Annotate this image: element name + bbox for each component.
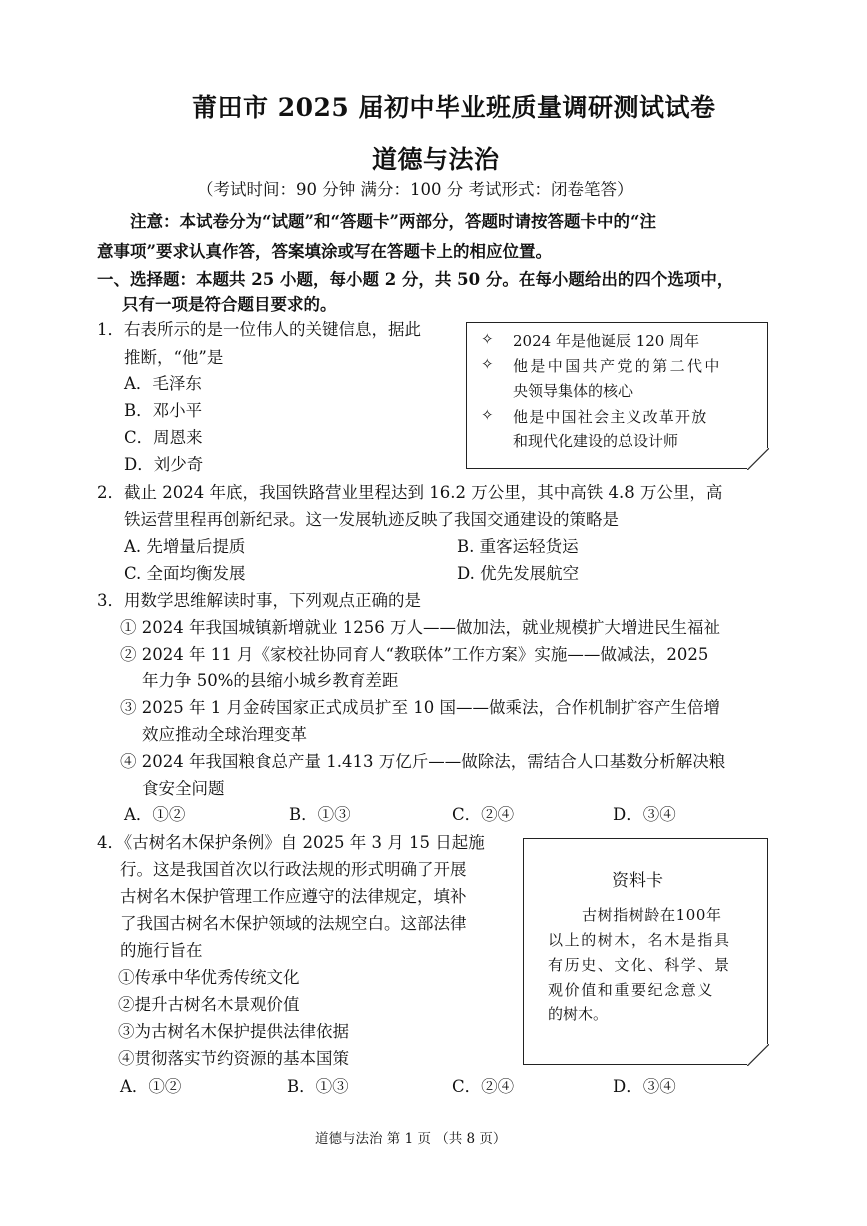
card-line-5: 的树木。 <box>548 1005 609 1023</box>
q4-stem-line-5: 的施行旨在 <box>120 941 203 960</box>
q2-option-b: B. 重客运轻货运 <box>457 537 579 556</box>
q1-option-c: C．周恩来 <box>124 428 203 447</box>
q3-item-4-cont: 食安全问题 <box>142 779 225 798</box>
q4-stem-line-1: 4．《古树名木保护条例》自 2025 年 3 月 15 日起施 <box>97 833 485 852</box>
q1-box-line-2: 他是中国共产党的第二代中 <box>513 357 722 375</box>
q2-stem-line-2: 铁运营里程再创新纪录。这一发展轨迹反映了我国交通建设的策略是 <box>124 510 619 529</box>
star-bullet-icon: ✧ <box>481 330 494 348</box>
section-heading-line-1: 一、选择题：本题共 25 小题，每小题 2 分，共 50 分。在每小题给出的四个选项中， <box>97 270 734 289</box>
card-title: 资料卡 <box>612 871 663 891</box>
q2-stem-line-1: 2．截止 2024 年底，我国铁路营业里程达到 16.2 万公里，其中高铁 4.8 万公里，高 <box>97 483 723 502</box>
notice-line-1: 注意：本试卷分为“试题”和“答题卡”两部分，答题时请按答题卡中的“注 <box>130 212 656 231</box>
page-footer: 道德与法治 第 1 页 （共 8 页） <box>315 1131 507 1147</box>
q2-option-c: C. 全面均衡发展 <box>124 564 246 583</box>
exam-info: （考试时间：90 分钟 满分：100 分 考试形式：闭卷笔答） <box>197 180 634 199</box>
card-line-4: 观价值和重要纪念意义 <box>548 981 715 999</box>
card-line-1: 古树指树龄在100年 <box>582 906 722 924</box>
q3-item-1: ① 2024 年我国城镇新增就业 1256 万人——做加法，就业规模扩大增进民生福祉 <box>120 618 720 637</box>
q3-option-d: D．③④ <box>613 805 676 824</box>
q1-box-line-1: 2024 年是他诞辰 120 周年 <box>513 332 700 350</box>
page-curl-decoration <box>747 448 769 470</box>
q1-option-a: A．毛泽东 <box>124 374 202 393</box>
subject-title: 道德与法治 <box>372 145 500 174</box>
q3-stem: 3．用数学思维解读时事，下列观点正确的是 <box>97 591 421 610</box>
star-bullet-icon: ✧ <box>481 406 494 424</box>
q3-option-a: A．①② <box>124 805 186 824</box>
q4-option-b: B．①③ <box>287 1077 349 1096</box>
q1-option-d: D．刘少奇 <box>124 455 204 474</box>
q4-item-3: ③为古树名木保护提供法律依据 <box>118 1022 349 1041</box>
q4-stem-line-4: 了我国古树名木保护领域的法规空白。这部法律 <box>120 914 467 933</box>
q4-item-4: ④贯彻落实节约资源的基本国策 <box>118 1049 349 1068</box>
q3-option-b: B．①③ <box>289 805 351 824</box>
q3-option-c: C．②④ <box>452 805 515 824</box>
q2-option-d: D. 优先发展航空 <box>457 564 580 583</box>
page-curl-decoration <box>747 1044 769 1066</box>
q1-box-line-4: 他是中国社会主义改革开放 <box>513 408 708 426</box>
q3-item-2: ② 2024 年 11 月《家校社协同育人“教联体”工作方案》实施——做减法，2025 <box>120 645 709 664</box>
q1-stem-line-1: 1．右表所示的是一位伟人的关键信息，据此 <box>97 320 421 339</box>
q3-item-2-cont: 年力争 50%的县缩小城乡教育差距 <box>142 671 399 690</box>
q4-option-a: A．①② <box>120 1077 182 1096</box>
q1-box-line-5: 和现代化建设的总设计师 <box>513 432 679 450</box>
card-line-3: 有历史、文化、科学、景 <box>548 956 731 974</box>
q1-box-line-3: 央领导集体的核心 <box>513 382 634 400</box>
q4-item-1: ①传承中华优秀传统文化 <box>118 968 300 987</box>
q3-item-4: ④ 2024 年我国粮食总产量 1.413 万亿斤——做除法，需结合人口基数分析解决粮 <box>120 752 726 771</box>
q1-option-b: B．邓小平 <box>124 401 203 420</box>
q4-item-2: ②提升古树名木景观价值 <box>118 995 300 1014</box>
page-title: 莆田市 2025 届初中毕业班质量调研测试试卷 <box>192 93 716 122</box>
card-line-2: 以上的树木，名木是指具 <box>548 931 731 949</box>
q3-item-3: ③ 2025 年 1 月金砖国家正式成员扩至 10 国——做乘法，合作机制扩容产生倍增 <box>120 698 720 717</box>
q1-stem-line-2: 推断，“他”是 <box>124 348 224 367</box>
q4-option-d: D．③④ <box>613 1077 676 1096</box>
q4-stem-line-3: 古树名木保护管理工作应遵守的法律规定，填补 <box>120 887 467 906</box>
star-bullet-icon: ✧ <box>481 355 494 373</box>
notice-line-2: 意事项”要求认真作答，答案填涂或写在答题卡上的相应位置。 <box>97 242 552 261</box>
q4-stem-line-2: 行。这是我国首次以行政法规的形式明确了开展 <box>120 860 467 879</box>
q4-option-c: C．②④ <box>452 1077 515 1096</box>
q2-option-a: A. 先增量后提质 <box>124 537 246 556</box>
q3-item-3-cont: 效应推动全球治理变革 <box>142 725 307 744</box>
section-heading-line-2: 只有一项是符合题目要求的。 <box>122 295 337 314</box>
